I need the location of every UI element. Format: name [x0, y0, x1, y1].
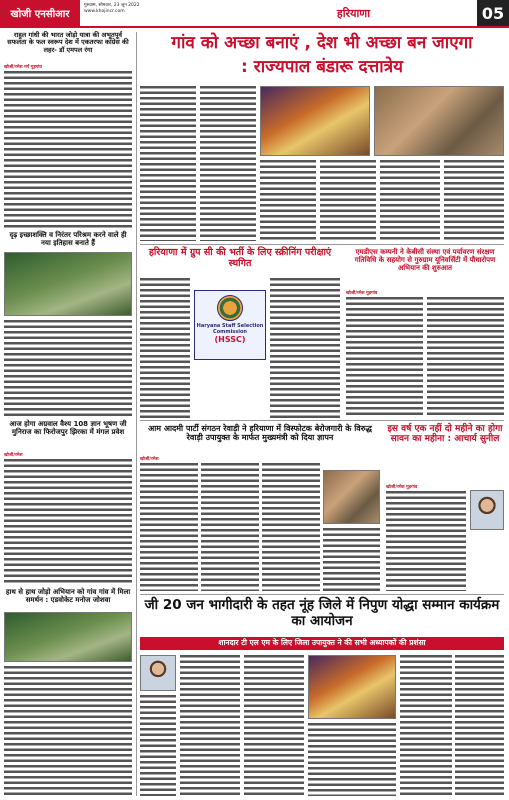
- hssc-logo-abbr: (HSSC): [214, 335, 246, 344]
- emblem-icon: [217, 295, 243, 321]
- story6-body: [4, 459, 132, 584]
- date-line: गुरुग्राम, सोमवार, 23 जून 2022: [84, 3, 140, 8]
- story1-body-col1: [140, 86, 196, 241]
- story10-body-col4: [400, 655, 452, 796]
- story4-body-col1: [140, 278, 190, 418]
- story5-body-col2: [427, 297, 504, 418]
- website-line: www.khojincr.com: [84, 9, 125, 14]
- story4-body-col2: [270, 278, 340, 418]
- story1-body-col3: [260, 160, 316, 241]
- story10-headline: जी 20 जन भागीदारी के तहत नूंह जिले में निपुण योद्धा सम्मान कार्यक्रम का आयोजन: [144, 597, 500, 629]
- story4-headline: हरियाणा में ग्रुप सी की भर्ती के लिए स्क्रीनिंग परीक्षाएं स्थगित: [148, 247, 332, 269]
- hssc-logo-text: Haryana Staff Selection Commission: [196, 323, 264, 335]
- section-title: हरियाणा: [336, 6, 371, 20]
- story6-byline: खोजी/रमेश: [4, 453, 23, 458]
- story7-body-col1: [140, 463, 198, 591]
- story10-body-col0: [140, 695, 176, 796]
- story7-body-col4: [323, 528, 380, 591]
- story2-headline: राहुल गांधी की भारत जोड़ो यात्रा की अभूतपूर्व सफलता के फल स्वरूप देश में एकतरफा कांग्रेस की लहर- डॉ एमपल रंगा: [7, 31, 129, 54]
- date-block: [80, 0, 230, 26]
- story10-body-col3: [308, 723, 396, 796]
- story10-photo-stage: [308, 655, 396, 719]
- story10-portrait-photo: [140, 655, 176, 691]
- divider: [140, 420, 504, 421]
- story1-body-col2: [200, 86, 256, 241]
- story3-body: [4, 320, 132, 416]
- paper-name: खोजी एनसीआर: [0, 0, 80, 26]
- column-rule: [136, 32, 137, 796]
- story1-body-col5: [380, 160, 440, 241]
- story5-body-col1: [346, 297, 423, 418]
- story2-byline: खोजी/रमेश गर्ग गुड़गांव: [4, 65, 42, 70]
- story7-headline: आम आदमी पार्टी संगठन रेवाड़ी ने हरियाणा में विस्फोटक बेरोजगारी के विरुद्ध रेवाड़ी उपायुक्त के मार्फत मुख्यमंत्री को दिया ज्ञापन: [148, 424, 372, 443]
- story7-body-col2: [201, 463, 259, 591]
- story2-body: [4, 71, 132, 229]
- story3-headline: दृढ़ इच्छाशक्ति व निरंतर परिश्रम करने वाले ही नया इतिहास बनाते हैं: [9, 231, 127, 248]
- story10-subhead: शानदार टी एल एम के लिए जिला उपायुक्त ने की सभी अध्यापकों की प्रशंसा: [218, 638, 426, 647]
- story7-body-col3: [262, 463, 320, 591]
- story5-headline: एमडीएस कम्पनी ने केबीसी संस्था एवं पर्यावरण संरक्षण गतिविधि के सहयोग से गुरुग्राम यूनिवर्सिटी में पौधारोपण अभियान की शुरुआत: [354, 248, 496, 273]
- page-number: 05: [477, 0, 509, 26]
- story9-body: [4, 666, 132, 796]
- story7-byline: खोजी/रमेश: [140, 457, 159, 462]
- story3-photo: [4, 252, 132, 316]
- story10-body-col1: [180, 655, 240, 796]
- divider: [140, 244, 504, 245]
- story8-portrait-photo: [470, 490, 504, 530]
- masthead: [0, 0, 509, 28]
- story10-body-col5: [455, 655, 504, 796]
- hssc-logo: [194, 290, 266, 360]
- story7-photo: [323, 470, 380, 524]
- story10-body-col2: [244, 655, 304, 796]
- story1-body-col6: [444, 160, 504, 241]
- story1-photo-ceremony: [260, 86, 370, 156]
- story9-headline: हाथ से हाथ जोड़ो अभियान को गांव गांव में मिला समर्थन : एडवोकेट मनोज जोशवा: [5, 588, 131, 605]
- story8-headline: इस वर्ष एक नहीं दो महीने का होगा सावन का महीना : आचार्य सुनील: [387, 424, 503, 445]
- story6-headline: आज होगा अग्रवाल वैश्य 108 ज्ञान भूषण जी मुनिराज का फिरोजपुर झिरका में मंगल प्रवेश: [9, 420, 127, 437]
- story5-byline: खोजी/रमेश गुड़गांव: [346, 291, 378, 296]
- story1-subhead: : राज्यपाल बंडारू दत्तात्रेय: [241, 57, 403, 77]
- story8-body: [386, 491, 466, 591]
- divider: [140, 594, 504, 595]
- story1-body-col4: [320, 160, 376, 241]
- story1-headline: गांव को अच्छा बनाएं , देश भी अच्छा बन जाएगा: [171, 33, 473, 53]
- story8-byline: खोजी/रमेश गुड़गांव: [386, 485, 418, 490]
- story1-photo-audience: [374, 86, 504, 156]
- story9-photo: [4, 612, 132, 662]
